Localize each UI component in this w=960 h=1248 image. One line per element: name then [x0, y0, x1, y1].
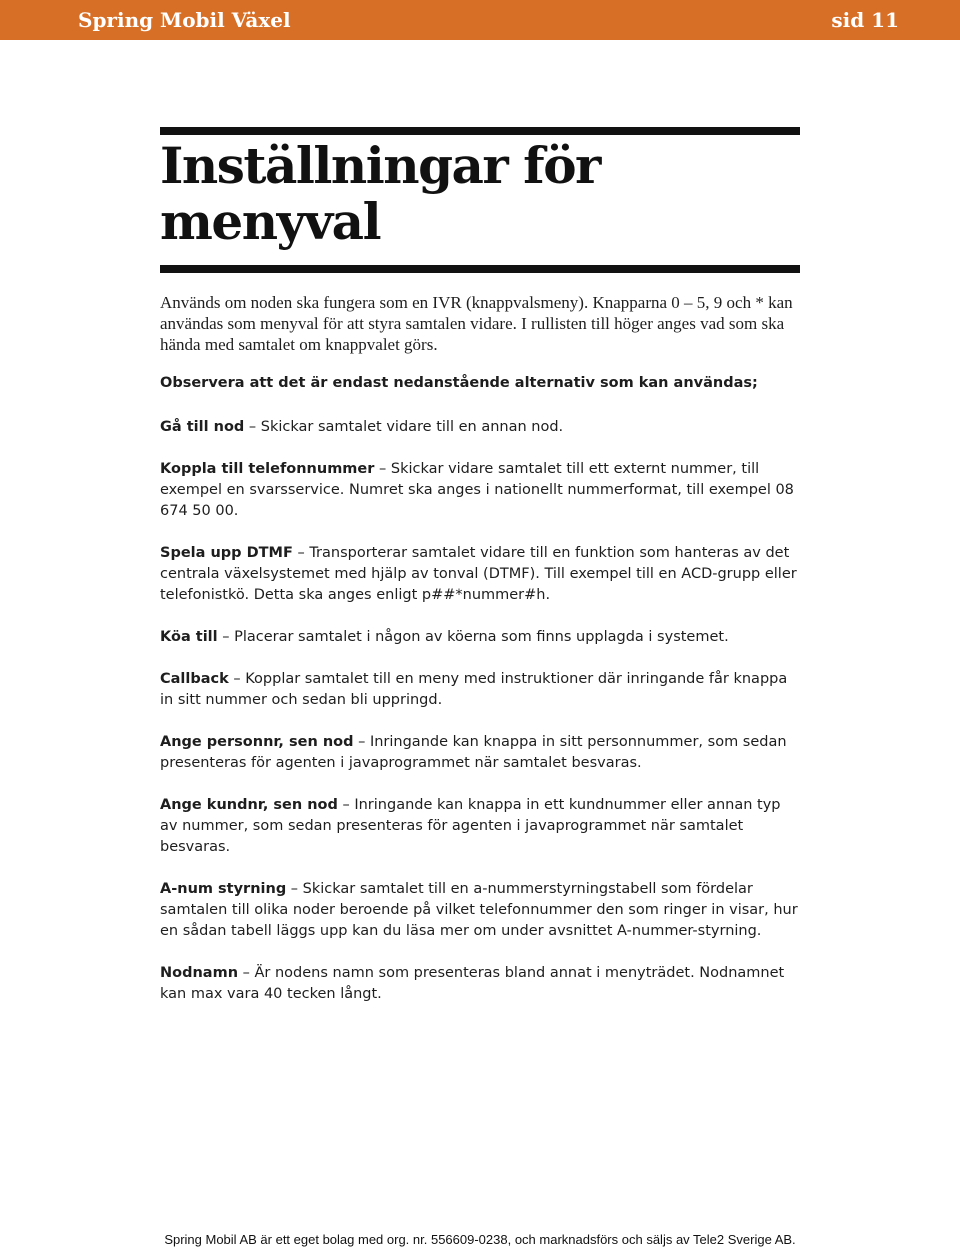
option-item [160, 963, 800, 1005]
option-item [160, 879, 800, 942]
option-term: Gå till nod [160, 419, 245, 435]
page-title: Inställningar för menyval [160, 136, 600, 251]
option-item [160, 732, 800, 774]
option-description: – Transporterar samtalet vidare till en funktion som hanteras av det centrala växelsystemet med hjälp av tonval (DTMF). Till exempel till en ACD-grupp eller telefonistkö. Detta ska anges enligt p##*nummer#h. [160, 545, 797, 603]
option-term: Callback [160, 671, 229, 687]
option-item [160, 795, 800, 858]
option-description: – Är nodens namn som presenteras bland annat i menyträdet. Nodnamnet kan max vara 40 tecken långt. [160, 965, 785, 1002]
option-item [160, 459, 800, 522]
option-term: Köa till [160, 629, 218, 645]
option-item [160, 627, 800, 648]
option-term: Nodnamn [160, 965, 239, 981]
title-rule-bottom [160, 265, 800, 273]
option-description: – Skickar samtalet till en a-nummerstyrningstabell som fördelar samtalen till olika noder beroende på vilket telefonnummer den som ringer in visar, hur en sådan tabell läggs upp kan du läsa mer om under avsnittet A-nummer-styrning. [160, 881, 798, 939]
option-item [160, 669, 800, 711]
option-description: – Skickar samtalet vidare till en annan nod. [244, 419, 564, 435]
option-description: – Placerar samtalet i någon av köerna som finns upplagda i systemet. [217, 629, 729, 645]
intro-paragraph: Används om noden ska fungera som en IVR (knappvalsmeny). Knapparna 0 – 5, 9 och * kan användas som menyval för att styra samtalen vidare. I rullisten till höger anges vad som ska hända med samtalet om knappvalet görs. [160, 293, 793, 354]
option-term: Ange kundnr, sen nod [160, 797, 338, 813]
option-item [160, 543, 800, 606]
option-description: – Inringande kan knappa in sitt personnummer, som sedan presenteras för agenten i javaprogrammet när samtalet besvaras. [160, 734, 787, 771]
page-number: sid 11 [831, 8, 899, 32]
option-term: A-num styrning [160, 881, 287, 897]
option-description: – Inringande kan knappa in ett kundnummer eller annan typ av nummer, som sedan presenteras för agenten i javaprogrammet när samtalet besvaras. [160, 797, 781, 855]
page-header [0, 0, 960, 40]
brand-name: Spring Mobil Växel [78, 8, 291, 32]
option-term: Koppla till telefonnummer [160, 461, 375, 477]
option-term: Spela upp DTMF [160, 545, 293, 561]
option-description: – Kopplar samtalet till en meny med instruktioner där inringande får knappa in sitt nummer och sedan bli uppringd. [160, 671, 788, 708]
option-description: – Skickar vidare samtalet till ett externt nummer, till exempel en svarsservice. Numret ska anges i nationellt nummerformat, till exempel 08 674 50 00. [160, 461, 794, 519]
note-paragraph: Observera att det är endast nedanstående alternativ som kan användas; [160, 375, 758, 391]
page-footer: Spring Mobil AB är ett eget bolag med org. nr. 556609-0238, och marknadsförs och säljs av Tele2 Sverige AB. [164, 1232, 796, 1247]
title-rule-top [160, 127, 800, 135]
body-content [160, 292, 800, 1026]
option-item [160, 417, 800, 438]
option-term: Ange personnr, sen nod [160, 734, 354, 750]
